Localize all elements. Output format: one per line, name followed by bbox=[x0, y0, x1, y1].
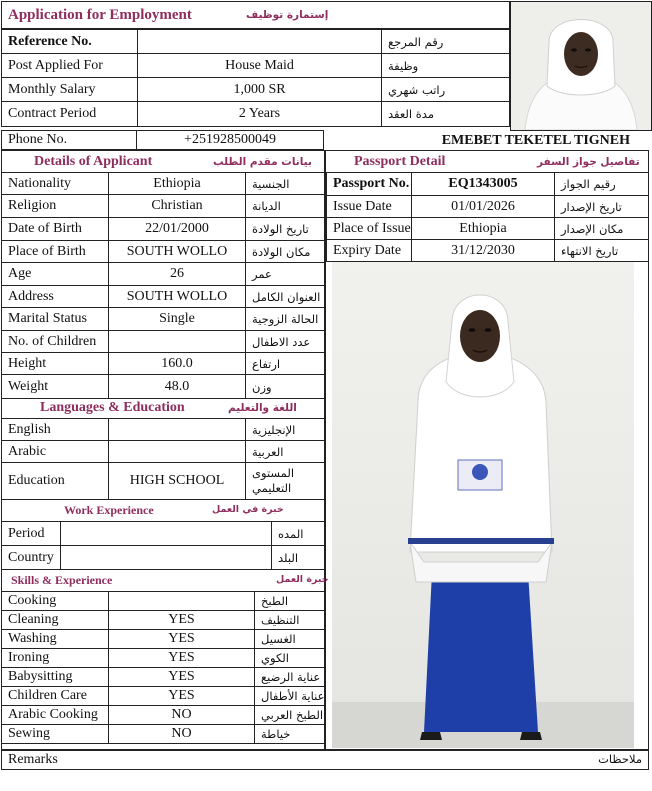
portrait-photo bbox=[510, 1, 652, 131]
passport-label-arabic-2: مكان الإصدار bbox=[554, 217, 649, 240]
portrait-figure bbox=[511, 2, 651, 130]
applicant-section-title-arabic: بيانات مقدم الطلب bbox=[213, 156, 312, 168]
arabic-value bbox=[108, 440, 246, 463]
skill-label-arabic-6: الطبخ العربي bbox=[254, 705, 325, 725]
applicant-label-arabic-3: مكان الولادة bbox=[245, 240, 325, 263]
remarks-label-arabic: ملاحظات bbox=[598, 752, 642, 766]
applicant-value-5: SOUTH WOLLO bbox=[108, 285, 246, 308]
passport-label-0: Passport No. bbox=[326, 172, 412, 196]
passport-label-1: Issue Date bbox=[326, 195, 412, 218]
skill-value-5: YES bbox=[108, 686, 255, 706]
applicant-value-6: Single bbox=[108, 307, 246, 331]
applicant-label-arabic-0: الجنسية bbox=[245, 172, 325, 195]
applicant-value-3: SOUTH WOLLO bbox=[108, 240, 246, 263]
remarks-label: Remarks bbox=[1, 750, 649, 770]
passport-label-3: Expiry Date bbox=[326, 239, 412, 262]
passport-value-2: Ethiopia bbox=[411, 217, 555, 240]
salary-value: 1,000 SR bbox=[137, 77, 382, 102]
skill-value-6: NO bbox=[108, 705, 255, 725]
skill-label-arabic-7: خياطة bbox=[254, 724, 325, 744]
english-label: English bbox=[1, 418, 109, 441]
applicant-label-2: Date of Birth bbox=[1, 217, 109, 241]
skill-value-0 bbox=[108, 591, 255, 611]
languages-section-title-arabic: اللغة والتعليم bbox=[228, 402, 297, 414]
phone-label: Phone No. bbox=[1, 130, 137, 150]
full-body-photo bbox=[332, 262, 634, 748]
skills-section-title: Skills & Experience bbox=[11, 572, 113, 587]
passport-value-0: EQ1343005 bbox=[411, 172, 555, 196]
applicant-label-arabic-6: الحالة الزوجية bbox=[245, 307, 325, 331]
skill-value-1: YES bbox=[108, 610, 255, 630]
passport-label-arabic-0: رقيم الجواز bbox=[554, 172, 649, 196]
passport-value-3: 31/12/2030 bbox=[411, 239, 555, 262]
applicant-label-0: Nationality bbox=[1, 172, 109, 195]
applicant-section-title: Details of Applicant bbox=[34, 154, 153, 169]
applicant-label-arabic-5: العنوان الكامل bbox=[245, 285, 325, 308]
skill-label-1: Cleaning bbox=[1, 610, 109, 630]
skill-value-4: YES bbox=[108, 667, 255, 687]
applicant-label-3: Place of Birth bbox=[1, 240, 109, 263]
english-label-arabic: الإنجليزية bbox=[245, 418, 325, 441]
skill-label-arabic-0: الطبخ bbox=[254, 591, 325, 611]
skill-label-arabic-1: التنظيف bbox=[254, 610, 325, 630]
applicant-value-8: 160.0 bbox=[108, 352, 246, 375]
skill-label-5: Children Care bbox=[1, 686, 109, 706]
arabic-label: Arabic bbox=[1, 440, 109, 463]
contract-value: 2 Years bbox=[137, 101, 382, 127]
applicant-label-6: Marital Status bbox=[1, 307, 109, 331]
passport-section-title: Passport Detail bbox=[354, 154, 446, 169]
country-label-arabic: البلد bbox=[271, 545, 325, 570]
form-title-arabic: إستمارة توظيف bbox=[246, 9, 329, 21]
languages-section-title: Languages & Education bbox=[40, 400, 185, 415]
skill-value-7: NO bbox=[108, 724, 255, 744]
applicant-label-7: No. of Children bbox=[1, 330, 109, 353]
post-label-arabic: وظيفة bbox=[381, 53, 510, 78]
applicant-value-4: 26 bbox=[108, 262, 246, 286]
applicant-label-arabic-9: وزن bbox=[245, 374, 325, 399]
applicant-label-1: Religion bbox=[1, 194, 109, 218]
applicant-label-arabic-1: الديانة bbox=[245, 194, 325, 218]
skill-label-7: Sewing bbox=[1, 724, 109, 744]
skill-label-2: Washing bbox=[1, 629, 109, 649]
reference-label-arabic: رقم المرجع bbox=[381, 29, 510, 54]
skill-label-arabic-2: الغسيل bbox=[254, 629, 325, 649]
applicant-label-5: Address bbox=[1, 285, 109, 308]
work-section-title: Work Experience bbox=[64, 502, 154, 517]
passport-label-2: Place of Issue bbox=[326, 217, 412, 240]
contract-label: Contract Period bbox=[1, 101, 138, 127]
passport-value-1: 01/01/2026 bbox=[411, 195, 555, 218]
applicant-label-4: Age bbox=[1, 262, 109, 286]
period-label: Period bbox=[1, 521, 61, 546]
full-body-figure bbox=[332, 262, 634, 748]
work-section-title-arabic: خبرة في العمل bbox=[212, 504, 284, 515]
post-label: Post Applied For bbox=[1, 53, 138, 78]
applicant-label-9: Weight bbox=[1, 374, 109, 399]
applicant-label-arabic-2: تاريخ الولادة bbox=[245, 217, 325, 241]
applicant-label-arabic-8: ارتفاع bbox=[245, 352, 325, 375]
period-label-arabic: المده bbox=[271, 521, 325, 546]
applicant-value-1: Christian bbox=[108, 194, 246, 218]
salary-label: Monthly Salary bbox=[1, 77, 138, 102]
country-value bbox=[60, 545, 272, 570]
contract-label-arabic: مدة العقد bbox=[381, 101, 510, 127]
arabic-label-arabic: العربية bbox=[245, 440, 325, 463]
skill-label-arabic-3: الكوي bbox=[254, 648, 325, 668]
skill-label-3: Ironing bbox=[1, 648, 109, 668]
skills-section-title-arabic: خبرة العمل bbox=[276, 574, 329, 585]
skill-label-arabic-4: عناية الرضيع bbox=[254, 667, 325, 687]
english-value bbox=[108, 418, 246, 441]
passport-label-arabic-3: تاريخ الانتهاء bbox=[554, 239, 649, 262]
salary-label-arabic: راتب شهري bbox=[381, 77, 510, 102]
skill-label-0: Cooking bbox=[1, 591, 109, 611]
skill-label-arabic-5: عناية الأطفال bbox=[254, 686, 325, 706]
applicant-label-arabic-7: عدد الاطفال bbox=[245, 330, 325, 353]
applicant-value-7 bbox=[108, 330, 246, 353]
education-ar-line2: التعليمي bbox=[252, 481, 292, 495]
reference-value bbox=[137, 29, 382, 54]
education-label: Education bbox=[1, 462, 109, 500]
passport-label-arabic-1: تاريخ الإصدار bbox=[554, 195, 649, 218]
reference-label: Reference No. bbox=[1, 29, 138, 54]
applicant-label-arabic-4: عمر bbox=[245, 262, 325, 286]
skill-value-3: YES bbox=[108, 648, 255, 668]
skill-value-2: YES bbox=[108, 629, 255, 649]
country-label: Country bbox=[1, 545, 61, 570]
post-value: House Maid bbox=[137, 53, 382, 78]
education-ar-line1: المستوى bbox=[252, 466, 295, 480]
applicant-value-9: 48.0 bbox=[108, 374, 246, 399]
period-value bbox=[60, 521, 272, 546]
education-value: HIGH SCHOOL bbox=[108, 462, 246, 500]
applicant-label-8: Height bbox=[1, 352, 109, 375]
phone-value: +251928500049 bbox=[136, 130, 324, 150]
form-title: Application for Employment bbox=[8, 6, 192, 23]
passport-section-title-arabic: تفاصيل جواز السفر bbox=[537, 156, 640, 168]
applicant-value-2: 22/01/2000 bbox=[108, 217, 246, 241]
skill-label-4: Babysitting bbox=[1, 667, 109, 687]
skill-label-6: Arabic Cooking bbox=[1, 705, 109, 725]
candidate-name: EMEBET TEKETEL TIGNEH bbox=[441, 133, 630, 148]
applicant-value-0: Ethiopia bbox=[108, 172, 246, 195]
education-label-arabic bbox=[245, 462, 325, 500]
